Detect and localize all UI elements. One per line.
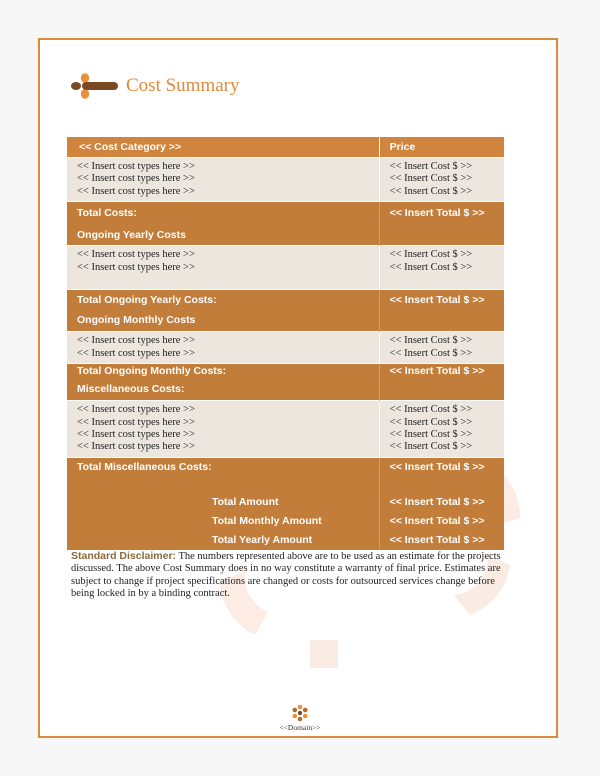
summary-spacer-row xyxy=(67,476,504,493)
total-yearly-row xyxy=(67,290,504,310)
cost-value-placeholder: << Insert Cost $ >> xyxy=(389,441,473,453)
disclaimer-body: The numbers represented above are to be used as an estimate for the projects discussed. The above Cost Summary does in no way constitute a warranty of final price. Estimates are subject to change if project specifications are changed or costs for outsourced services change before being locked in by a binding contract. xyxy=(71,551,501,600)
price-column-header: Price xyxy=(379,137,504,158)
cost-value-placeholder: << Insert Cost $ >> xyxy=(389,429,473,441)
page-title: Cost Summary xyxy=(126,75,240,96)
total-costs-row xyxy=(67,202,504,225)
line-spacer xyxy=(390,274,504,286)
standard-disclaimer xyxy=(71,550,516,601)
yearly-prices-cell xyxy=(379,246,504,290)
flower-logo-icon xyxy=(291,704,309,722)
total-yearly-value: << Insert Total $ >> xyxy=(379,290,504,310)
misc-items-row xyxy=(67,401,504,458)
misc-heading-row xyxy=(67,378,504,401)
cost-value-placeholder: << Insert Cost $ >> xyxy=(389,404,473,416)
cost-value-placeholder: << Insert Cost $ >> xyxy=(389,161,473,172)
monthly-categories-cell xyxy=(67,332,379,364)
total-misc-value: << Insert Total $ >> xyxy=(379,457,504,476)
table-header-row xyxy=(67,137,504,158)
disclaimer-heading: Standard Disclaimer: xyxy=(71,550,177,562)
total-monthly-value: << Insert Total $ >> xyxy=(379,364,504,379)
cost-table xyxy=(67,137,504,550)
misc-heading-price-cell xyxy=(379,378,504,401)
yearly-items-row xyxy=(67,246,504,290)
total-yearly-amount-value: << Insert Total $ >> xyxy=(379,531,504,550)
cost-value-placeholder: << Insert Cost $ >> xyxy=(389,347,473,359)
total-monthly-amount-cell xyxy=(67,512,379,531)
cost-type-placeholder: << Insert cost types here >> xyxy=(77,185,195,197)
cost-type-placeholder: << Insert cost types here >> xyxy=(77,173,195,185)
cost-value-placeholder: << Insert Cost $ >> xyxy=(389,261,473,273)
footer xyxy=(40,704,558,732)
document-page xyxy=(38,38,558,738)
total-monthly-label: Total Ongoing Monthly Costs: xyxy=(67,364,379,379)
yearly-heading: Ongoing Yearly Costs xyxy=(67,224,379,246)
monthly-prices-cell xyxy=(379,332,504,364)
total-costs-label: Total Costs: xyxy=(67,202,379,225)
monthly-heading: Ongoing Monthly Costs xyxy=(67,309,379,332)
total-monthly-amount-value: << Insert Total $ >> xyxy=(379,512,504,531)
cost-type-placeholder: << Insert cost types here >> xyxy=(77,249,195,261)
cost-type-placeholder: << Insert cost types here >> xyxy=(77,429,195,441)
total-amount-label: Total Amount xyxy=(212,496,279,509)
footer-domain-text: <<Domain>> xyxy=(279,723,321,732)
total-amount-row xyxy=(67,493,504,512)
cost-type-placeholder: << Insert cost types here >> xyxy=(77,416,195,428)
monthly-heading-row xyxy=(67,309,504,332)
cost-value-placeholder: << Insert Cost $ >> xyxy=(389,249,473,261)
misc-heading: Miscellaneous Costs: xyxy=(67,378,379,401)
total-amount-cell xyxy=(67,493,379,512)
cost-type-placeholder: << Insert cost types here >> xyxy=(77,404,195,416)
total-amount-value: << Insert Total $ >> xyxy=(379,493,504,512)
cost-type-placeholder: << Insert cost types here >> xyxy=(77,441,195,453)
cost-value-placeholder: << Insert Cost $ >> xyxy=(389,185,473,197)
total-yearly-label: Total Ongoing Yearly Costs: xyxy=(67,290,379,310)
total-monthly-row xyxy=(67,364,504,379)
initial-items-row xyxy=(67,158,504,202)
initial-categories-cell xyxy=(67,158,379,202)
cost-type-placeholder: << Insert cost types here >> xyxy=(77,347,195,359)
total-misc-label: Total Miscellaneous Costs: xyxy=(67,457,379,476)
category-column-header: << Cost Category >> xyxy=(67,137,379,158)
cost-type-placeholder: << Insert cost types here >> xyxy=(77,161,195,172)
total-yearly-amount-label: Total Yearly Amount xyxy=(212,534,313,547)
summary-spacer xyxy=(67,476,379,493)
yearly-heading-row xyxy=(67,224,504,246)
total-misc-row xyxy=(67,457,504,476)
misc-prices-cell xyxy=(379,401,504,458)
total-yearly-amount-row xyxy=(67,531,504,550)
total-yearly-amount-cell xyxy=(67,531,379,550)
cost-value-placeholder: << Insert Cost $ >> xyxy=(389,416,473,428)
summary-spacer-price xyxy=(379,476,504,493)
total-costs-value: << Insert Total $ >> xyxy=(379,202,504,225)
cost-value-placeholder: << Insert Cost $ >> xyxy=(389,173,473,185)
cost-type-placeholder: << Insert cost types here >> xyxy=(77,335,195,347)
misc-categories-cell xyxy=(67,401,379,458)
monthly-items-row xyxy=(67,332,504,364)
cross-petal-logo-icon xyxy=(70,72,120,100)
cost-value-placeholder: << Insert Cost $ >> xyxy=(389,335,473,347)
cost-type-placeholder: << Insert cost types here >> xyxy=(77,261,195,273)
yearly-categories-cell xyxy=(67,246,379,290)
yearly-heading-price-cell xyxy=(379,224,504,246)
line-spacer xyxy=(77,274,379,286)
total-monthly-amount-row xyxy=(67,512,504,531)
initial-prices-cell xyxy=(379,158,504,202)
total-monthly-amount-label: Total Monthly Amount xyxy=(212,515,322,528)
monthly-heading-price-cell xyxy=(379,309,504,332)
